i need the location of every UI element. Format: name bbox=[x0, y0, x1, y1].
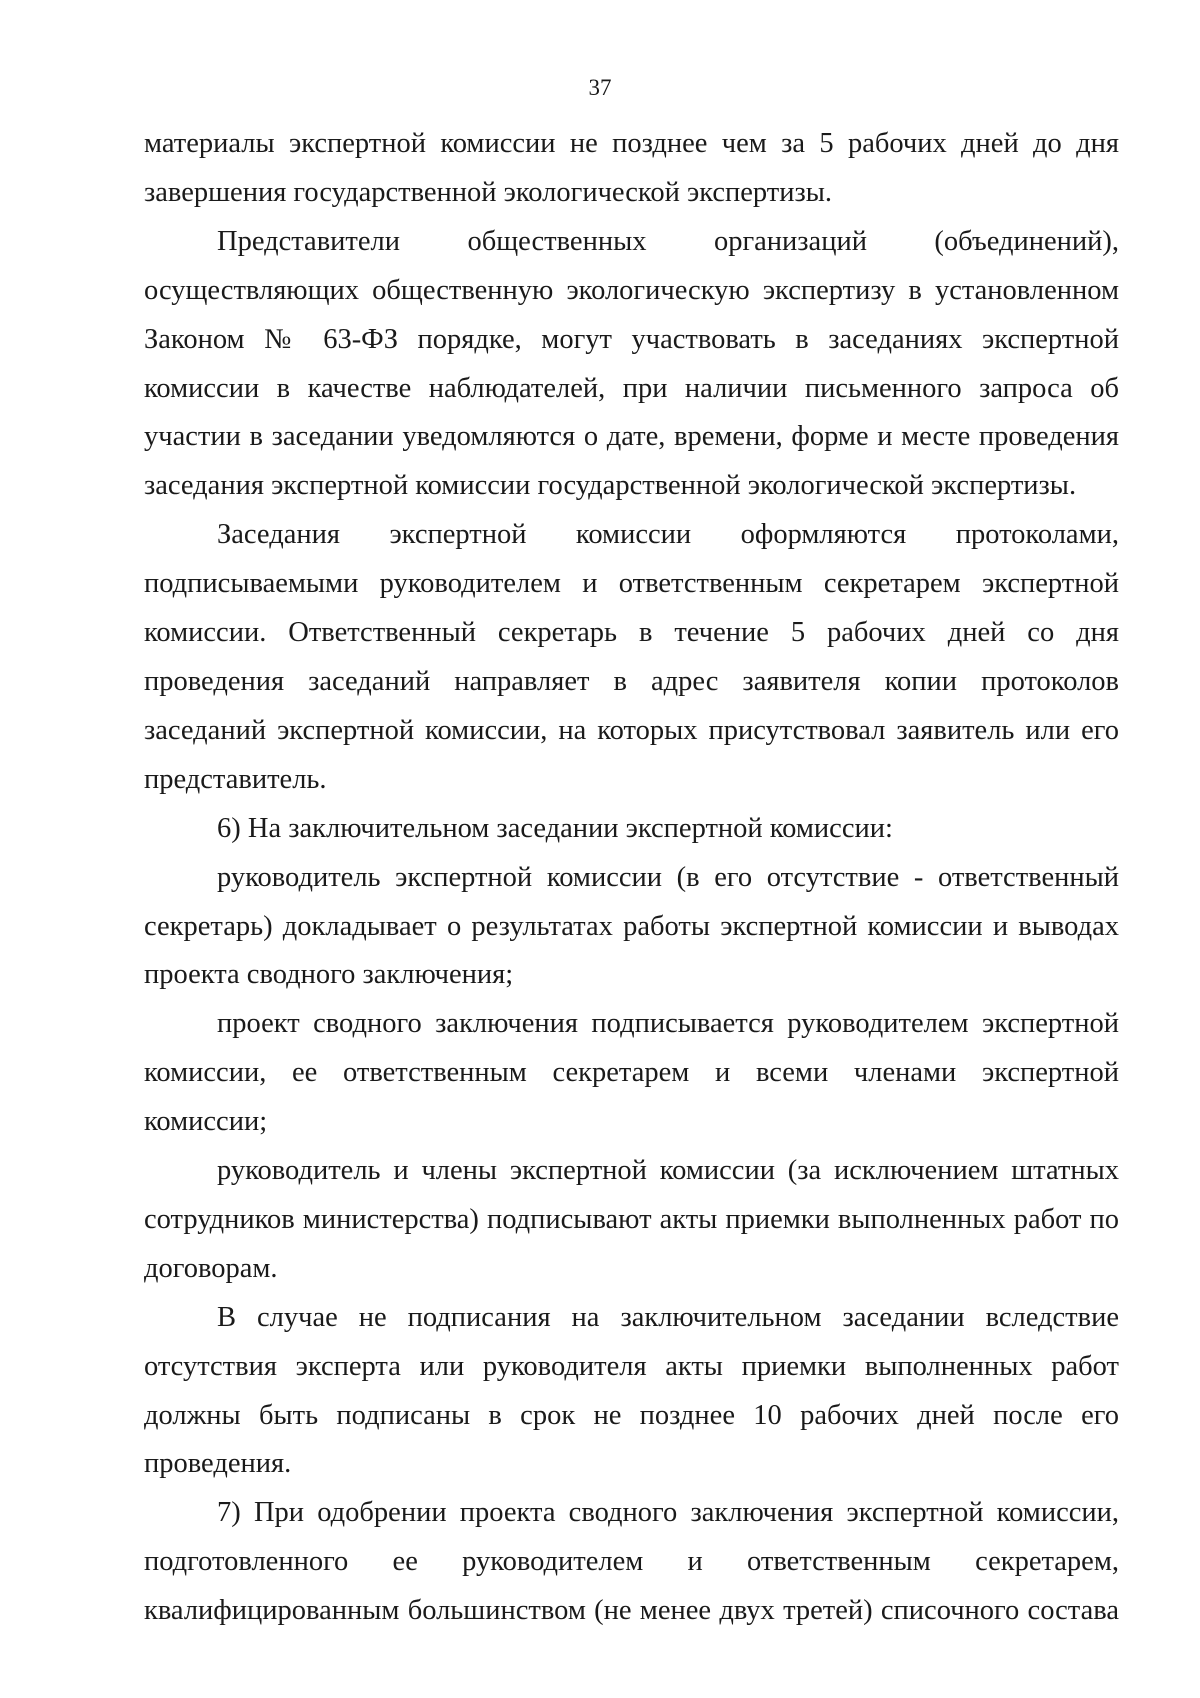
paragraph-item-6-report: руководитель экспертной комиссии (в его отсутствие - ответственный секретарь) докладывает о результатах работы экспертной комиссии и выводах проекта сводного заключения; bbox=[144, 861, 1119, 991]
paragraph-item-6-signing: проект сводного заключения подписывается руководителем экспертной комиссии, ее ответственным секретарем и всеми членами экспертной комиссии; bbox=[144, 1008, 1119, 1138]
paragraph-unsigned-case: В случае не подписания на заключительном заседании вследствие отсутствия эксперта или руководителя акты приемки выполненных работ должны быть подписаны в срок не позднее 10 рабочих дней после его проведения. bbox=[144, 1301, 1119, 1480]
document-body bbox=[144, 120, 1119, 1636]
paragraph-item-6-acts: руководитель и члены экспертной комиссии (за исключением штатных сотрудников министерства) подписывают акты приемки выполненных работ по договорам. bbox=[144, 1155, 1119, 1284]
page-number: 37 bbox=[588, 75, 612, 100]
paragraph-public-organizations: Представители общественных организаций (объединений), осуществляющих общественную экологическую экспертизу в установленном Законом № 63-ФЗ порядке, могут участвовать в заседаниях экспертной комиссии в качестве наблюдателей, при наличии письменного запроса об участии в заседании уведомляются о дате, времени, форме и месте проведения заседания экспертной комиссии государственной экологической экспертизы. bbox=[144, 225, 1119, 502]
paragraph-continuation: материалы экспертной комиссии не позднее чем за 5 рабочих дней до дня завершения государственной экологической экспертизы. bbox=[144, 128, 1119, 208]
paragraph-item-6-heading: 6) На заключительном заседании экспертной комиссии: bbox=[217, 812, 893, 844]
paragraph-meetings-protocols: Заседания экспертной комиссии оформляются протоколами, подписываемыми руководителем и ответственным секретарем экспертной комиссии. Ответственный секретарь в течение 5 рабочих дней со дня проведения заседаний направляет в адрес заявителя копии протоколов заседаний экспертной комиссии, на которых присутствовал заявитель или его представитель. bbox=[144, 519, 1119, 795]
paragraph-item-7: 7) При одобрении проекта сводного заключения экспертной комиссии, подготовленного ее руководителем и ответственным секретарем, квалифицированным большинством (не менее двух третей) списочного состава bbox=[144, 1497, 1119, 1627]
